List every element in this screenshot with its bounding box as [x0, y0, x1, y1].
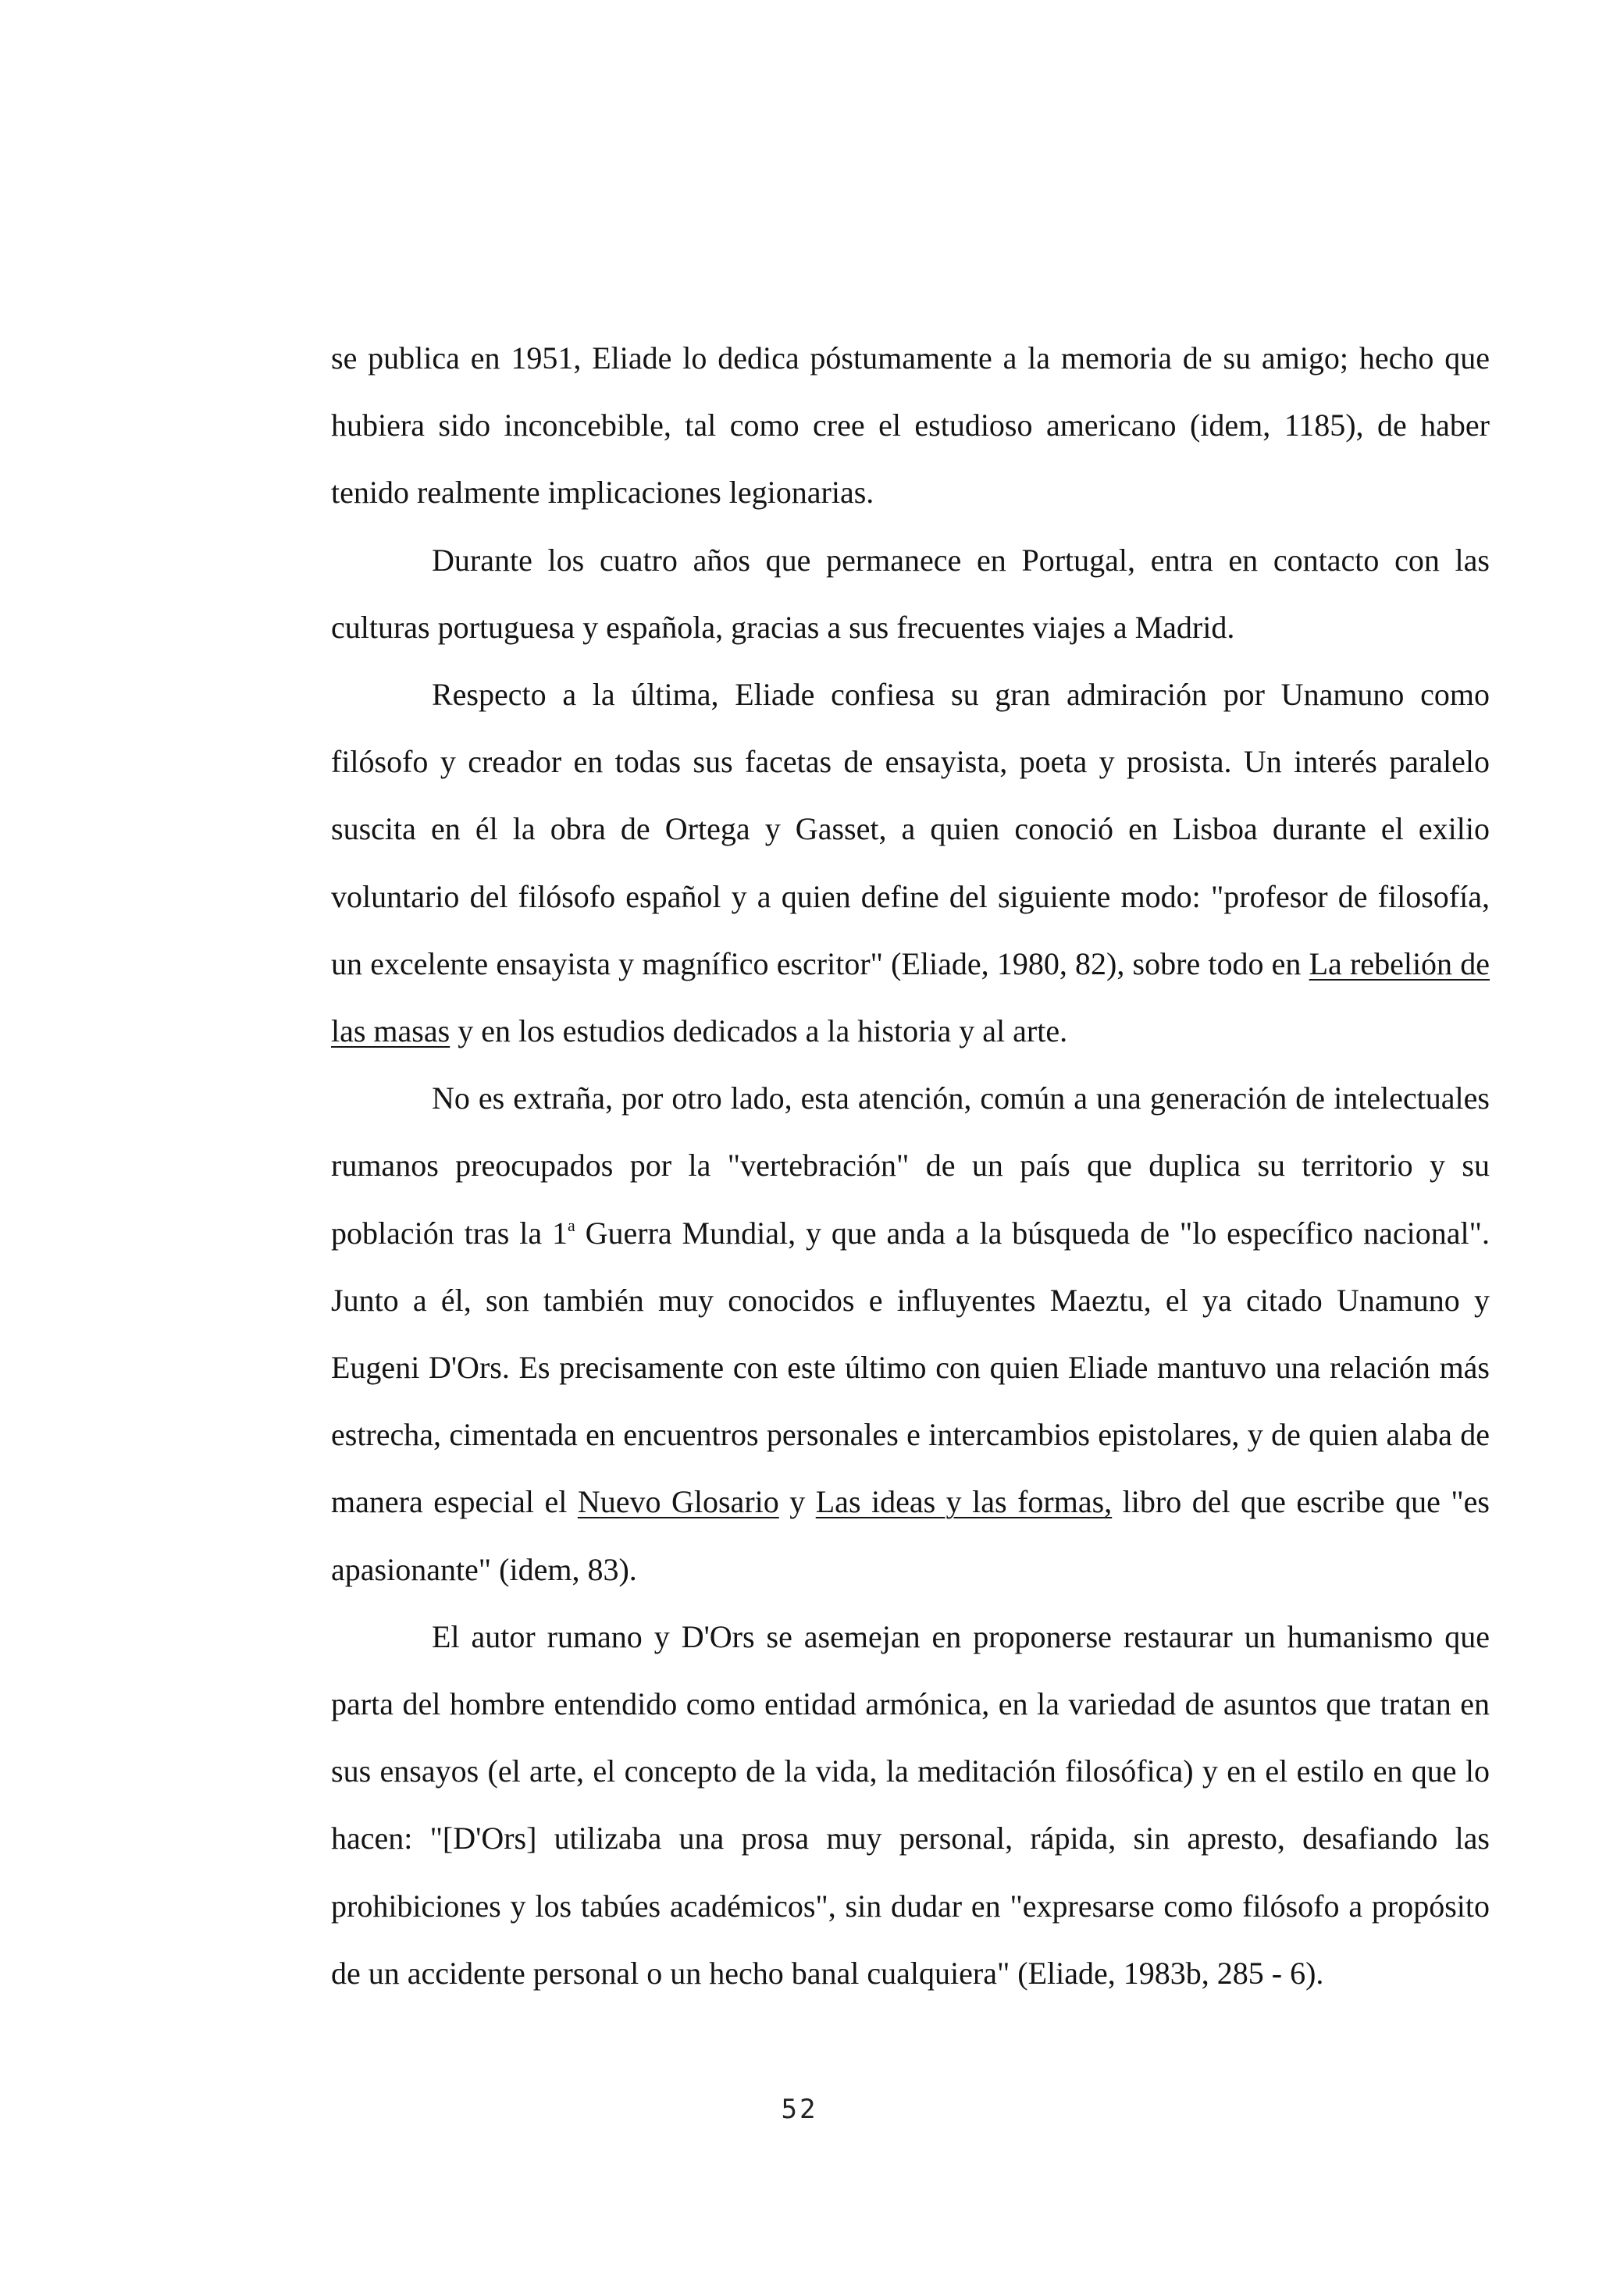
- paragraph: [331, 325, 1490, 527]
- body-text: [331, 325, 1490, 2007]
- page-number: 52: [781, 2094, 818, 2125]
- underlined-title: Nuevo Glosario: [577, 1484, 779, 1520]
- superscript: a: [568, 1215, 575, 1235]
- text-segment: libro del que escribe que "es apasionante" (idem, 83).: [331, 1484, 1490, 1587]
- paragraph: [331, 1065, 1490, 1604]
- paragraph: [331, 1604, 1490, 2007]
- text-segment: El autor rumano y D'Ors se asemejan en proponerse restaurar un humanismo que parta del hombre entendido como entidad armónica, en la variedad de asuntos que tratan en sus ensayos (el arte, el concepto de la vida, la meditación filosófica) y en el estilo en que lo hacen: "[D'Ors] utilizaba una prosa muy personal, rápida, sin apresto, desafiando las prohibiciones y los tabúes académicos", sin dudar en "expresarse como filósofo a propósito de un accidente personal o un hecho banal cualquiera" (Eliade, 1983b, 285 - 6).: [331, 1618, 1490, 1991]
- text-segment: Guerra Mundial, y que anda a la búsqueda de "lo específico nacional". Junto a él, son también muy conocidos e influyentes Maeztu, el ya citado Unamuno y Eugeni D'Ors. Es precisamente con este último con quien Eliade mantuvo una relación más estrecha, cimentada en encuentros personales e intercambios epistolares, y de quien alaba de manera especial el: [331, 1215, 1490, 1520]
- text-segment: Durante los cuatro años que permanece en Portugal, entra en contacto con las culturas portuguesa y española, gracias a sus frecuentes viajes a Madrid.: [331, 542, 1490, 645]
- text-segment: No es extraña, por otro lado, esta atención, común a una generación de intelectuales rumanos preocupados por la "vertebración" de un país que duplica su territorio y su población tras la 1: [331, 1080, 1490, 1251]
- text-segment: y: [778, 1484, 816, 1520]
- paragraph: [331, 527, 1490, 661]
- underlined-title: Las ideas y las formas,: [815, 1484, 1113, 1520]
- text-segment: y en los estudios dedicados a la historia y al arte.: [450, 1013, 1068, 1049]
- text-segment: Respecto a la última, Eliade confiesa su gran admiración por Unamuno como filósofo y creador en todas sus facetas de ensayista, poeta y prosista. Un interés paralelo suscita en él la obra de Ortega y Gasset, a quien conoció en Lisboa durante el exilio voluntario del filósofo español y a quien define del siguiente modo: "profesor de filosofía, un excelente ensayista y magnífico escritor" (Eliade, 1980, 82), sobre todo en: [331, 677, 1490, 981]
- paragraph: [331, 661, 1490, 1065]
- underlined-title: La rebelión de las masas: [331, 945, 1490, 1049]
- text-segment: se publica en 1951, Eliade lo dedica póstumamente a la memoria de su amigo; hecho que hubiera sido inconcebible, tal como cree el estudioso americano (idem, 1185), de haber tenido realmente implicaciones legionarias.: [331, 340, 1490, 511]
